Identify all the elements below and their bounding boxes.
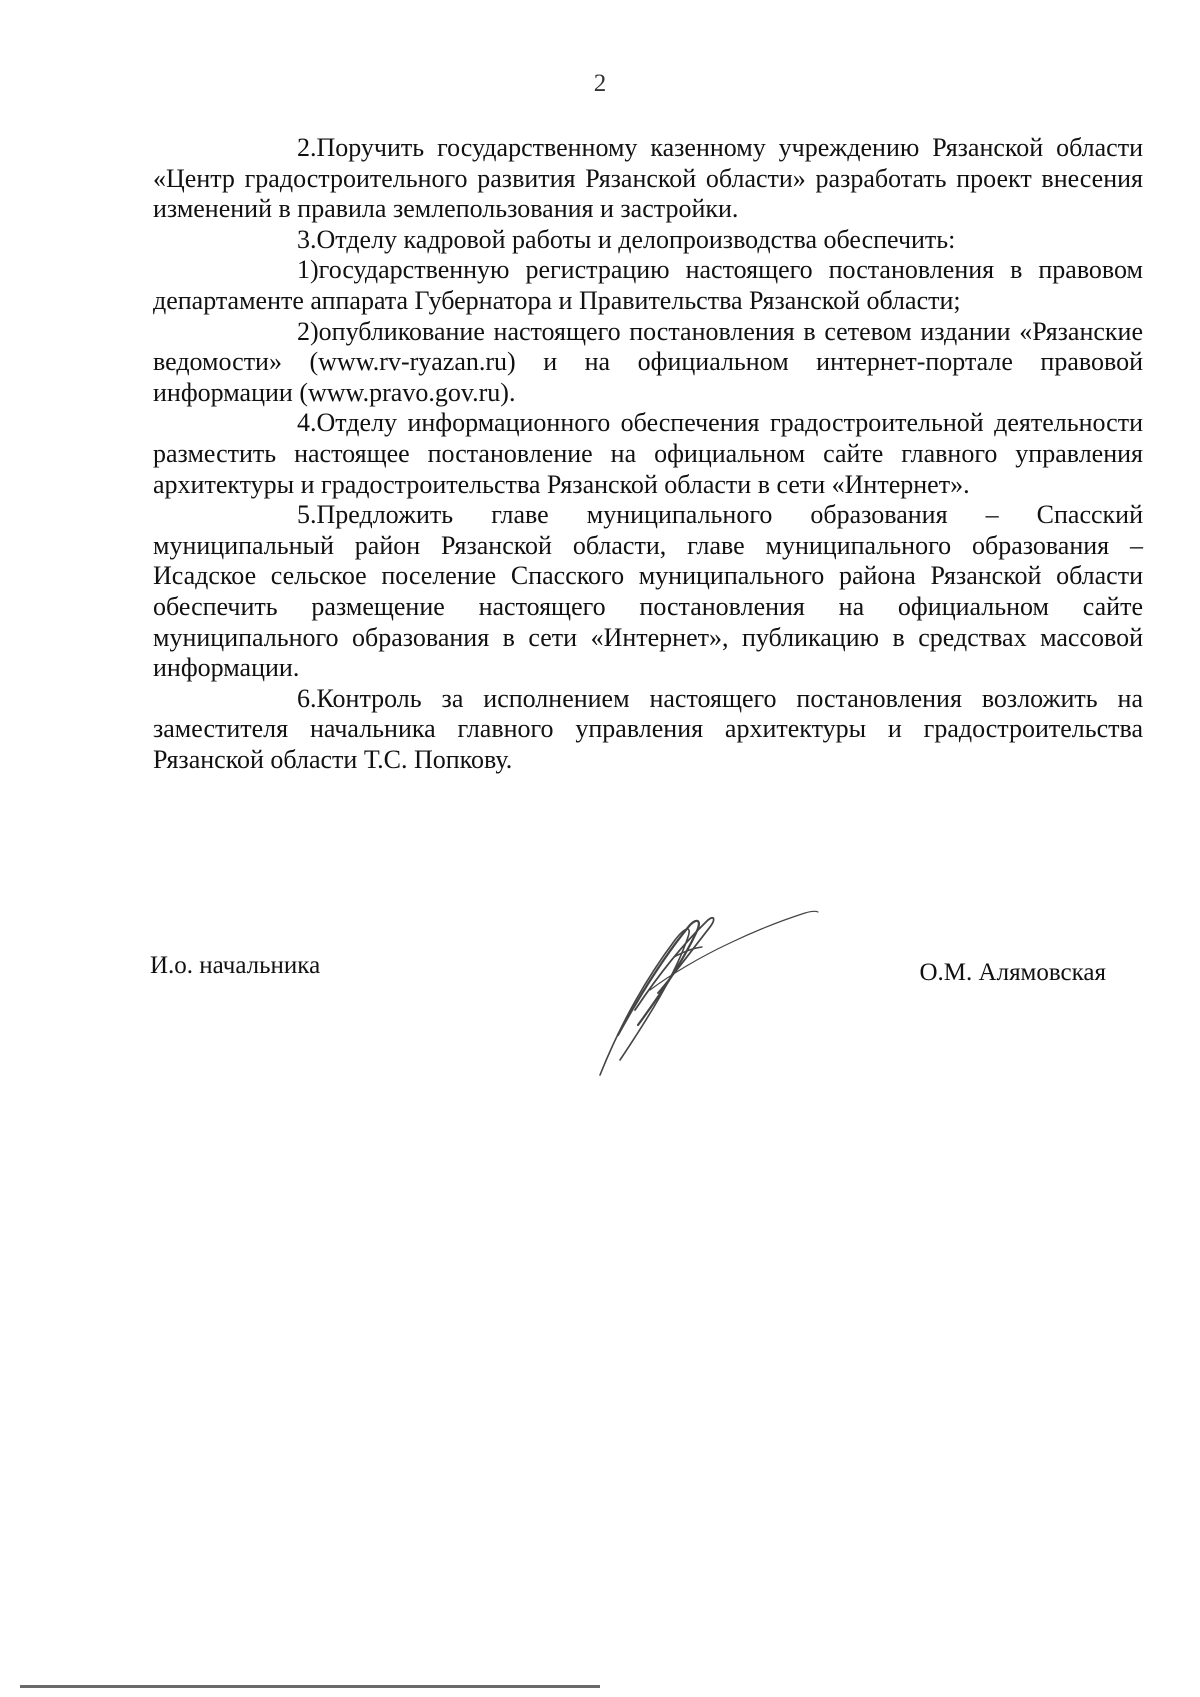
subparagraph-2 [153,317,1143,409]
paragraph-text: опубликование настоящего постановления в сетевом издании «Рязанские ведомости» (www.rv-ryazan.ru) и на официальном интернет-портале правовой информации (www.pravo.gov.ru). [153,316,1143,407]
handwritten-signature-icon [590,885,850,1080]
paragraph-text: Предложить главе муниципального образования – Спасский муниципальный район Рязанской области, главе муниципального образования – Исадское сельское поселение Спасского муниципального района Рязанской области обеспечить размещение настоящего постановления на официальном сайте муниципального образования в сети «Интернет», публикацию в средствах массовой информации. [153,500,1143,683]
paragraph-number: 2. [297,133,317,162]
paragraph-2 [153,133,1143,225]
paragraph-5 [153,500,1143,684]
paragraph-text: Отделу кадровой работы и делопроизводства обеспечить: [316,224,956,254]
paragraph-text: Контроль за исполнением настоящего постановления возложить на заместителя начальника главного управления архитектуры и градостроительства Рязанской области Т.С. Попкову. [153,683,1143,774]
paragraph-text: государственную регистрацию настоящего постановления в правовом департаменте аппарата Губернатора и Правительства Рязанской области; [153,255,1143,315]
subparagraph-1 [153,255,1143,316]
paragraph-number: 5. [297,500,317,530]
paragraph-number: 6. [297,683,317,713]
page-number: 2 [593,70,607,97]
document-body [153,133,1143,775]
signatory-title: И.о. начальника [150,952,321,979]
paragraph-number: 4. [297,408,317,438]
subparagraph-number: 2) [297,316,319,346]
paragraph-3 [153,225,1143,256]
scan-edge-line [20,1685,600,1688]
paragraph-text: Отделу информационного обеспечения градостроительной деятельности разместить настоящее постановление на официальном сайте главного управления архитектуры и градостроительства Рязанской области в сети «Интернет». [153,408,1143,499]
paragraph-4 [153,408,1143,500]
paragraph-6 [153,684,1143,776]
signatory-name: О.М. Алямовская [919,959,1106,986]
subparagraph-number: 1) [297,255,319,285]
paragraph-text: Поручить государственному казенному учреждению Рязанской области «Центр градостроительного развития Рязанской области» разработать проект внесения изменений в правила землепользования и застройки. [153,133,1143,224]
paragraph-number: 3. [297,224,317,254]
